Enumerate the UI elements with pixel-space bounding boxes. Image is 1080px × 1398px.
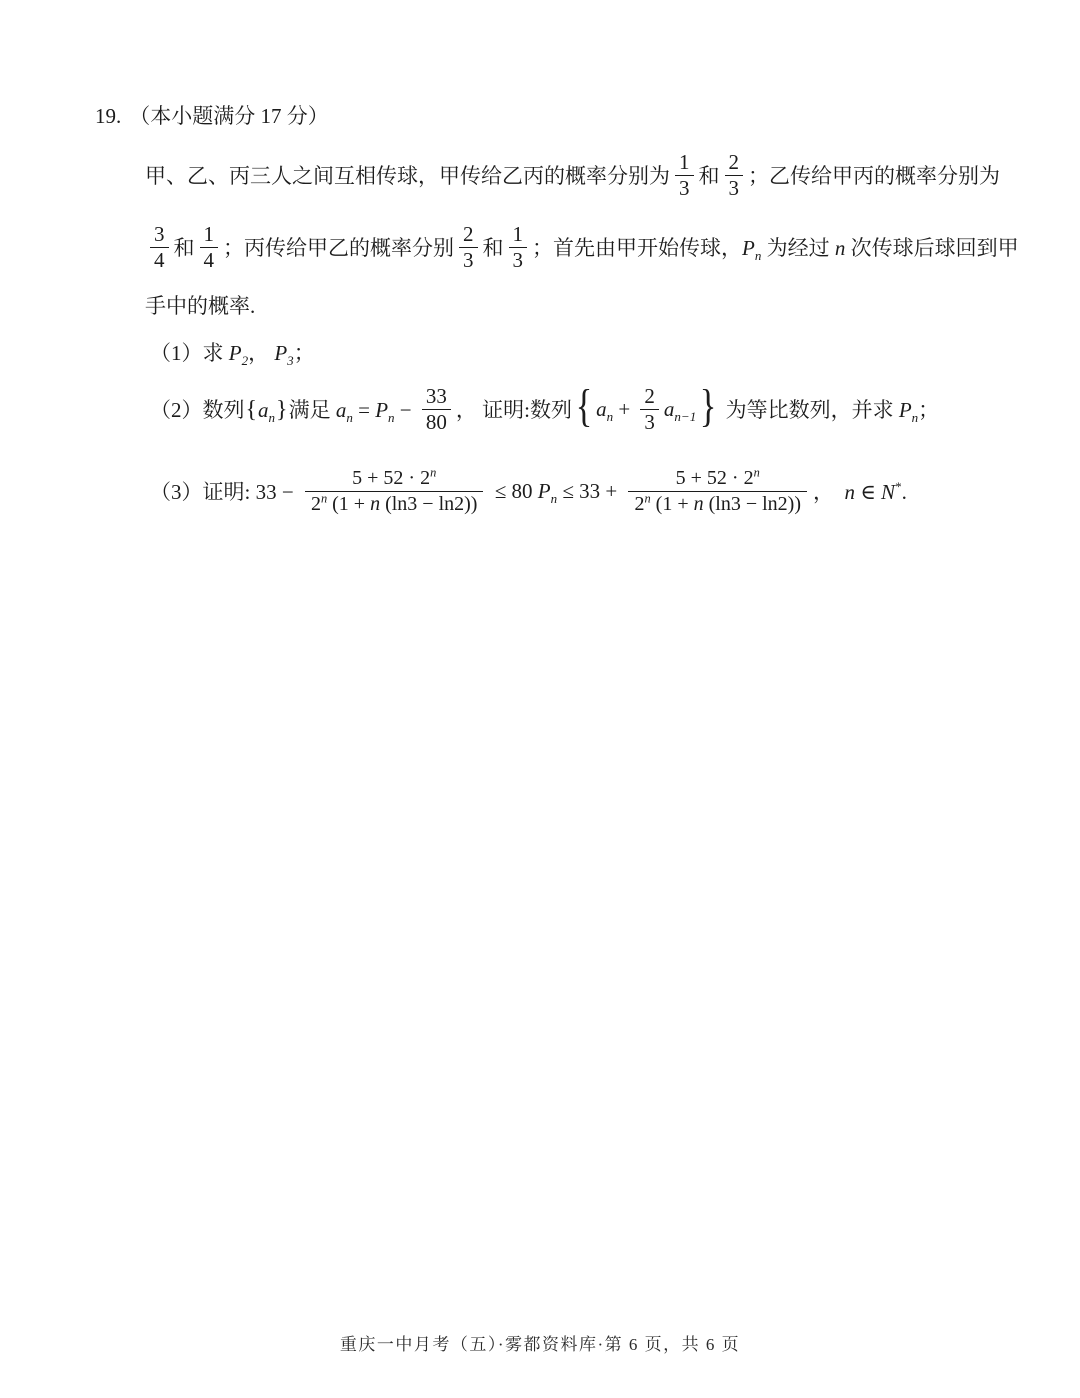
part-1 [150, 334, 995, 370]
variable-n: n [844, 480, 855, 504]
denominator: 3 [509, 247, 528, 272]
denominator: 4 [150, 247, 169, 272]
intro-text-with-math: ；首先由甲开始传球，$P_n$ 为经过 n 次传球后球回到甲 [532, 236, 1019, 264]
intro-text: 和 [482, 236, 504, 260]
intro-text: ；乙传给甲丙的概率分别为 [748, 164, 1000, 188]
subscript-n-minus-1: n−1 [674, 408, 697, 424]
subscript-3: 3 [287, 353, 294, 369]
variable-a: a [258, 398, 269, 422]
equals-sign: = [352, 398, 376, 422]
part3-text: （3）证明: 33 − [150, 480, 299, 504]
subscript-n: n [911, 410, 919, 426]
denominator: 3 [675, 175, 694, 200]
big-fraction [628, 466, 807, 517]
subscript-2: 2 [241, 353, 249, 369]
intro-line-3 [145, 288, 995, 322]
variable-P: P [537, 478, 551, 503]
intro-text: 和 [698, 164, 720, 188]
variable-n: n [834, 236, 846, 260]
superscript-n: n [430, 464, 437, 479]
denominator: 2$^n$ (1 + n (ln3 − ln2)) [305, 491, 484, 517]
numerator: 3 [154, 222, 165, 247]
page-footer: 重庆一中月考（五）·雾都资料库·第 6 页，共 6 页 [339, 1335, 741, 1354]
fraction [725, 150, 744, 199]
intro-text: ；丙传给甲乙的概率分别 [223, 236, 454, 260]
subscript-n: n [388, 410, 395, 426]
numerator: 1 [679, 150, 690, 175]
variable-P: P [274, 341, 288, 365]
denominator: 3 [640, 409, 659, 434]
intro-text: 和 [173, 236, 195, 260]
denominator: 3 [725, 175, 744, 200]
intro-text: 甲、乙、丙三人之间互相传球，甲传给乙丙的概率分别为 [145, 164, 670, 188]
denominator: 80 [422, 409, 451, 434]
variable-P: P [375, 398, 389, 422]
brace-open: { [245, 397, 258, 423]
variable-a: a [596, 396, 607, 421]
numerator: 2 [728, 150, 739, 175]
fraction [509, 222, 528, 271]
numerator: 33 [425, 384, 447, 409]
variable-a: a [663, 396, 675, 421]
part-2 [150, 376, 995, 442]
intro-line-1 [145, 142, 1000, 208]
part2-text: （2）数列$\{a_n\}$满足 $a_n = P_n$ − [150, 397, 417, 426]
part1-text: （1）求 $P_2$， $P_3$； [150, 341, 315, 369]
domain-condition: ， n ∈ N*. [813, 479, 907, 504]
sequence-term [664, 397, 696, 422]
variable-P: P [898, 398, 912, 422]
plus-sign: + [613, 396, 636, 421]
fraction [675, 150, 694, 199]
inequality-middle: ≤ 80 $P_n \le 33$ + [489, 478, 623, 506]
superscript-star: * [895, 479, 902, 494]
intro-line-2 [145, 214, 1019, 280]
brace-open: { [575, 380, 593, 431]
subscript-n: n [346, 410, 353, 426]
question-number: 19. [95, 104, 122, 128]
fraction [150, 222, 169, 271]
subscript-n: n [754, 248, 762, 264]
variable-n: n [693, 492, 704, 515]
fraction [422, 384, 451, 433]
numerator: 1 [203, 222, 214, 247]
numerator: 2 [463, 222, 474, 247]
numerator: 2 [644, 384, 655, 409]
superscript-n: n [644, 490, 651, 505]
numerator: 1 [512, 222, 523, 247]
score-note: （本小题满分 17 分） [129, 104, 329, 128]
fraction [640, 384, 659, 433]
subscript-n: n [550, 490, 558, 506]
denominator: 3 [459, 247, 478, 272]
fraction [200, 222, 219, 271]
sequence-term [596, 397, 635, 422]
variable-P: P [742, 236, 755, 260]
intro-text: 手中的概率. [145, 294, 256, 318]
set-N: N [881, 480, 896, 504]
superscript-n: n [753, 464, 760, 479]
part2-text: ， 证明:数列 [455, 398, 572, 422]
numerator: $5 + 52 \cdot 2^n$ [675, 464, 760, 489]
subscript-n: n [268, 410, 276, 426]
problem-header [95, 100, 995, 130]
superscript-n: n [320, 490, 328, 505]
part-3 [150, 448, 995, 534]
denominator: 4 [200, 247, 219, 272]
numerator: $5 + 52 \cdot 2^n$ [352, 464, 437, 489]
variable-a: a [335, 398, 347, 422]
denominator: 2$^n$ (1 + n (ln3 − ln2)) [628, 491, 807, 517]
brace-close: } [699, 380, 717, 431]
element-of-sign: ∈ [855, 480, 882, 504]
fraction [459, 222, 478, 271]
variable-P: P [228, 341, 242, 365]
big-fraction [305, 466, 484, 517]
problem-19 [95, 100, 1019, 534]
brace-close: } [276, 397, 288, 423]
subscript-n: n [606, 408, 614, 424]
variable-n: n [370, 492, 381, 515]
minus-sign: − [394, 398, 417, 422]
part2-text: 为等比数列，并求 $P_n$； [720, 398, 940, 426]
